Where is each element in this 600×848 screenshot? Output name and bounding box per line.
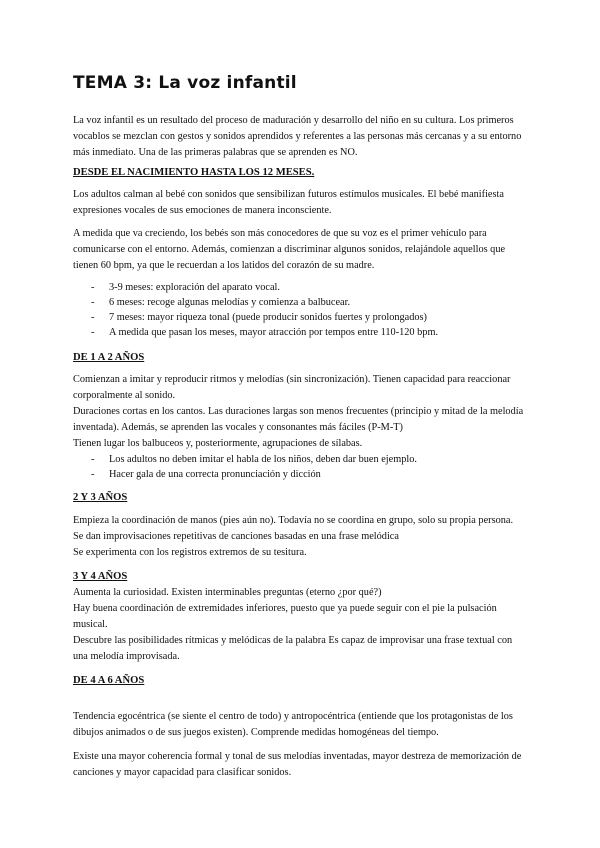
s2-paragraph-1: Comienzan a imitar y reproducir ritmos y melodías (sin sincronización). Tienen capacidad para reaccionar corporalmente al sonido. bbox=[73, 374, 511, 401]
s1-milestone-list bbox=[73, 280, 525, 340]
s2-advice-list bbox=[73, 452, 525, 482]
list-item: - 3-9 meses: exploración del aparato vocal. bbox=[73, 280, 525, 295]
s2-paragraph-3: Tienen lugar los balbuceos y, posteriormente, agrupaciones de sílabas. bbox=[73, 438, 363, 449]
document-body bbox=[73, 73, 525, 781]
section-heading-2-3-years: 2 Y 3 AÑOS bbox=[73, 492, 128, 503]
s5-paragraph-1: Tendencia egocéntrica (se siente el centro de todo) y antropocéntrica (entiende que los protagonistas de los dibujos animados o de sus juegos existen). Comprende medidas homogéneas del tiempo. bbox=[73, 711, 513, 738]
s4-paragraph-1: Aumenta la curiosidad. Existen interminables preguntas (eterno ¿por qué?) bbox=[73, 587, 382, 598]
list-item: - Los adultos no deben imitar el habla de los niños, deben dar buen ejemplo. bbox=[73, 452, 525, 467]
list-item: - Hacer gala de una correcta pronunciación y dicción bbox=[73, 467, 525, 482]
list-item: - 7 meses: mayor riqueza tonal (puede producir sonidos fuertes y prolongados) bbox=[73, 310, 525, 325]
s1-paragraph-1: Los adultos calman al bebé con sonidos que sensibilizan futuros estímulos musicales. El bebé manifiesta expresiones vocales de sus emociones de manera inconsciente. bbox=[73, 189, 504, 216]
list-item: - 6 meses: recoge algunas melodías y comienza a balbucear. bbox=[73, 295, 525, 310]
intro-paragraph: La voz infantil es un resultado del proceso de maduración y desarrollo del niño en su cultura. Los primeros vocablos se mezclan con gestos y sonidos aprendidos y referentes a las personas más cercanas y a su entorno más inmediato. Una de las primeras palabras que se aprenden es NO. bbox=[73, 115, 522, 158]
section-heading-1-2-years: DE 1 A 2 AÑOS bbox=[73, 352, 145, 363]
s2-paragraph-2: Duraciones cortas en los cantos. Las duraciones largas son menos frecuentes (principio y mitad de la melodía inventada). Además, se aprenden las vocales y consonantes más fáciles (P-M-T) bbox=[73, 406, 524, 433]
s3-paragraph-1: Empieza la coordinación de manos (pies aún no). Todavía no se coordina en grupo, solo su propia persona. bbox=[73, 515, 514, 526]
s1-paragraph-2: A medida que va creciendo, los bebés son más conocedores de que su voz es el primer vehículo para comunicarse con el entorno. Además, comienzan a discriminar algunos sonidos, relajándole aquellos que tienen 60 bpm, ya que le recuerdan a los latidos del corazón de su madre. bbox=[73, 228, 506, 271]
s3-paragraph-2: Se dan improvisaciones repetitivas de canciones basadas en una frase melódica bbox=[73, 531, 399, 542]
s5-paragraph-2: Existe una mayor coherencia formal y tonal de sus melodías inventadas, mayor destreza de memorización de canciones y mayor capacidad para clasificar sonidos. bbox=[73, 751, 522, 778]
section-heading-4-6-years: DE 4 A 6 AÑOS bbox=[73, 675, 145, 686]
list-item: - A medida que pasan los meses, mayor atracción por tempos entre 110-120 bpm. bbox=[73, 325, 525, 340]
s3-paragraph-3: Se experimenta con los registros extremos de su tesitura. bbox=[73, 547, 307, 558]
section-heading-3-4-years: 3 Y 4 AÑOS bbox=[73, 571, 128, 582]
section-heading-0-12-months: DESDE EL NACIMIENTO HASTA LOS 12 MESES. bbox=[73, 167, 315, 178]
page-title: TEMA 3: La voz infantil bbox=[73, 73, 297, 93]
s4-paragraph-3: Descubre las posibilidades rítmicas y melódicas de la palabra Es capaz de improvisar una frase textual con una melodía improvisada. bbox=[73, 635, 513, 662]
s4-paragraph-2: Hay buena coordinación de extremidades inferiores, puesto que ya puede seguir con el pie la pulsación musical. bbox=[73, 603, 497, 630]
